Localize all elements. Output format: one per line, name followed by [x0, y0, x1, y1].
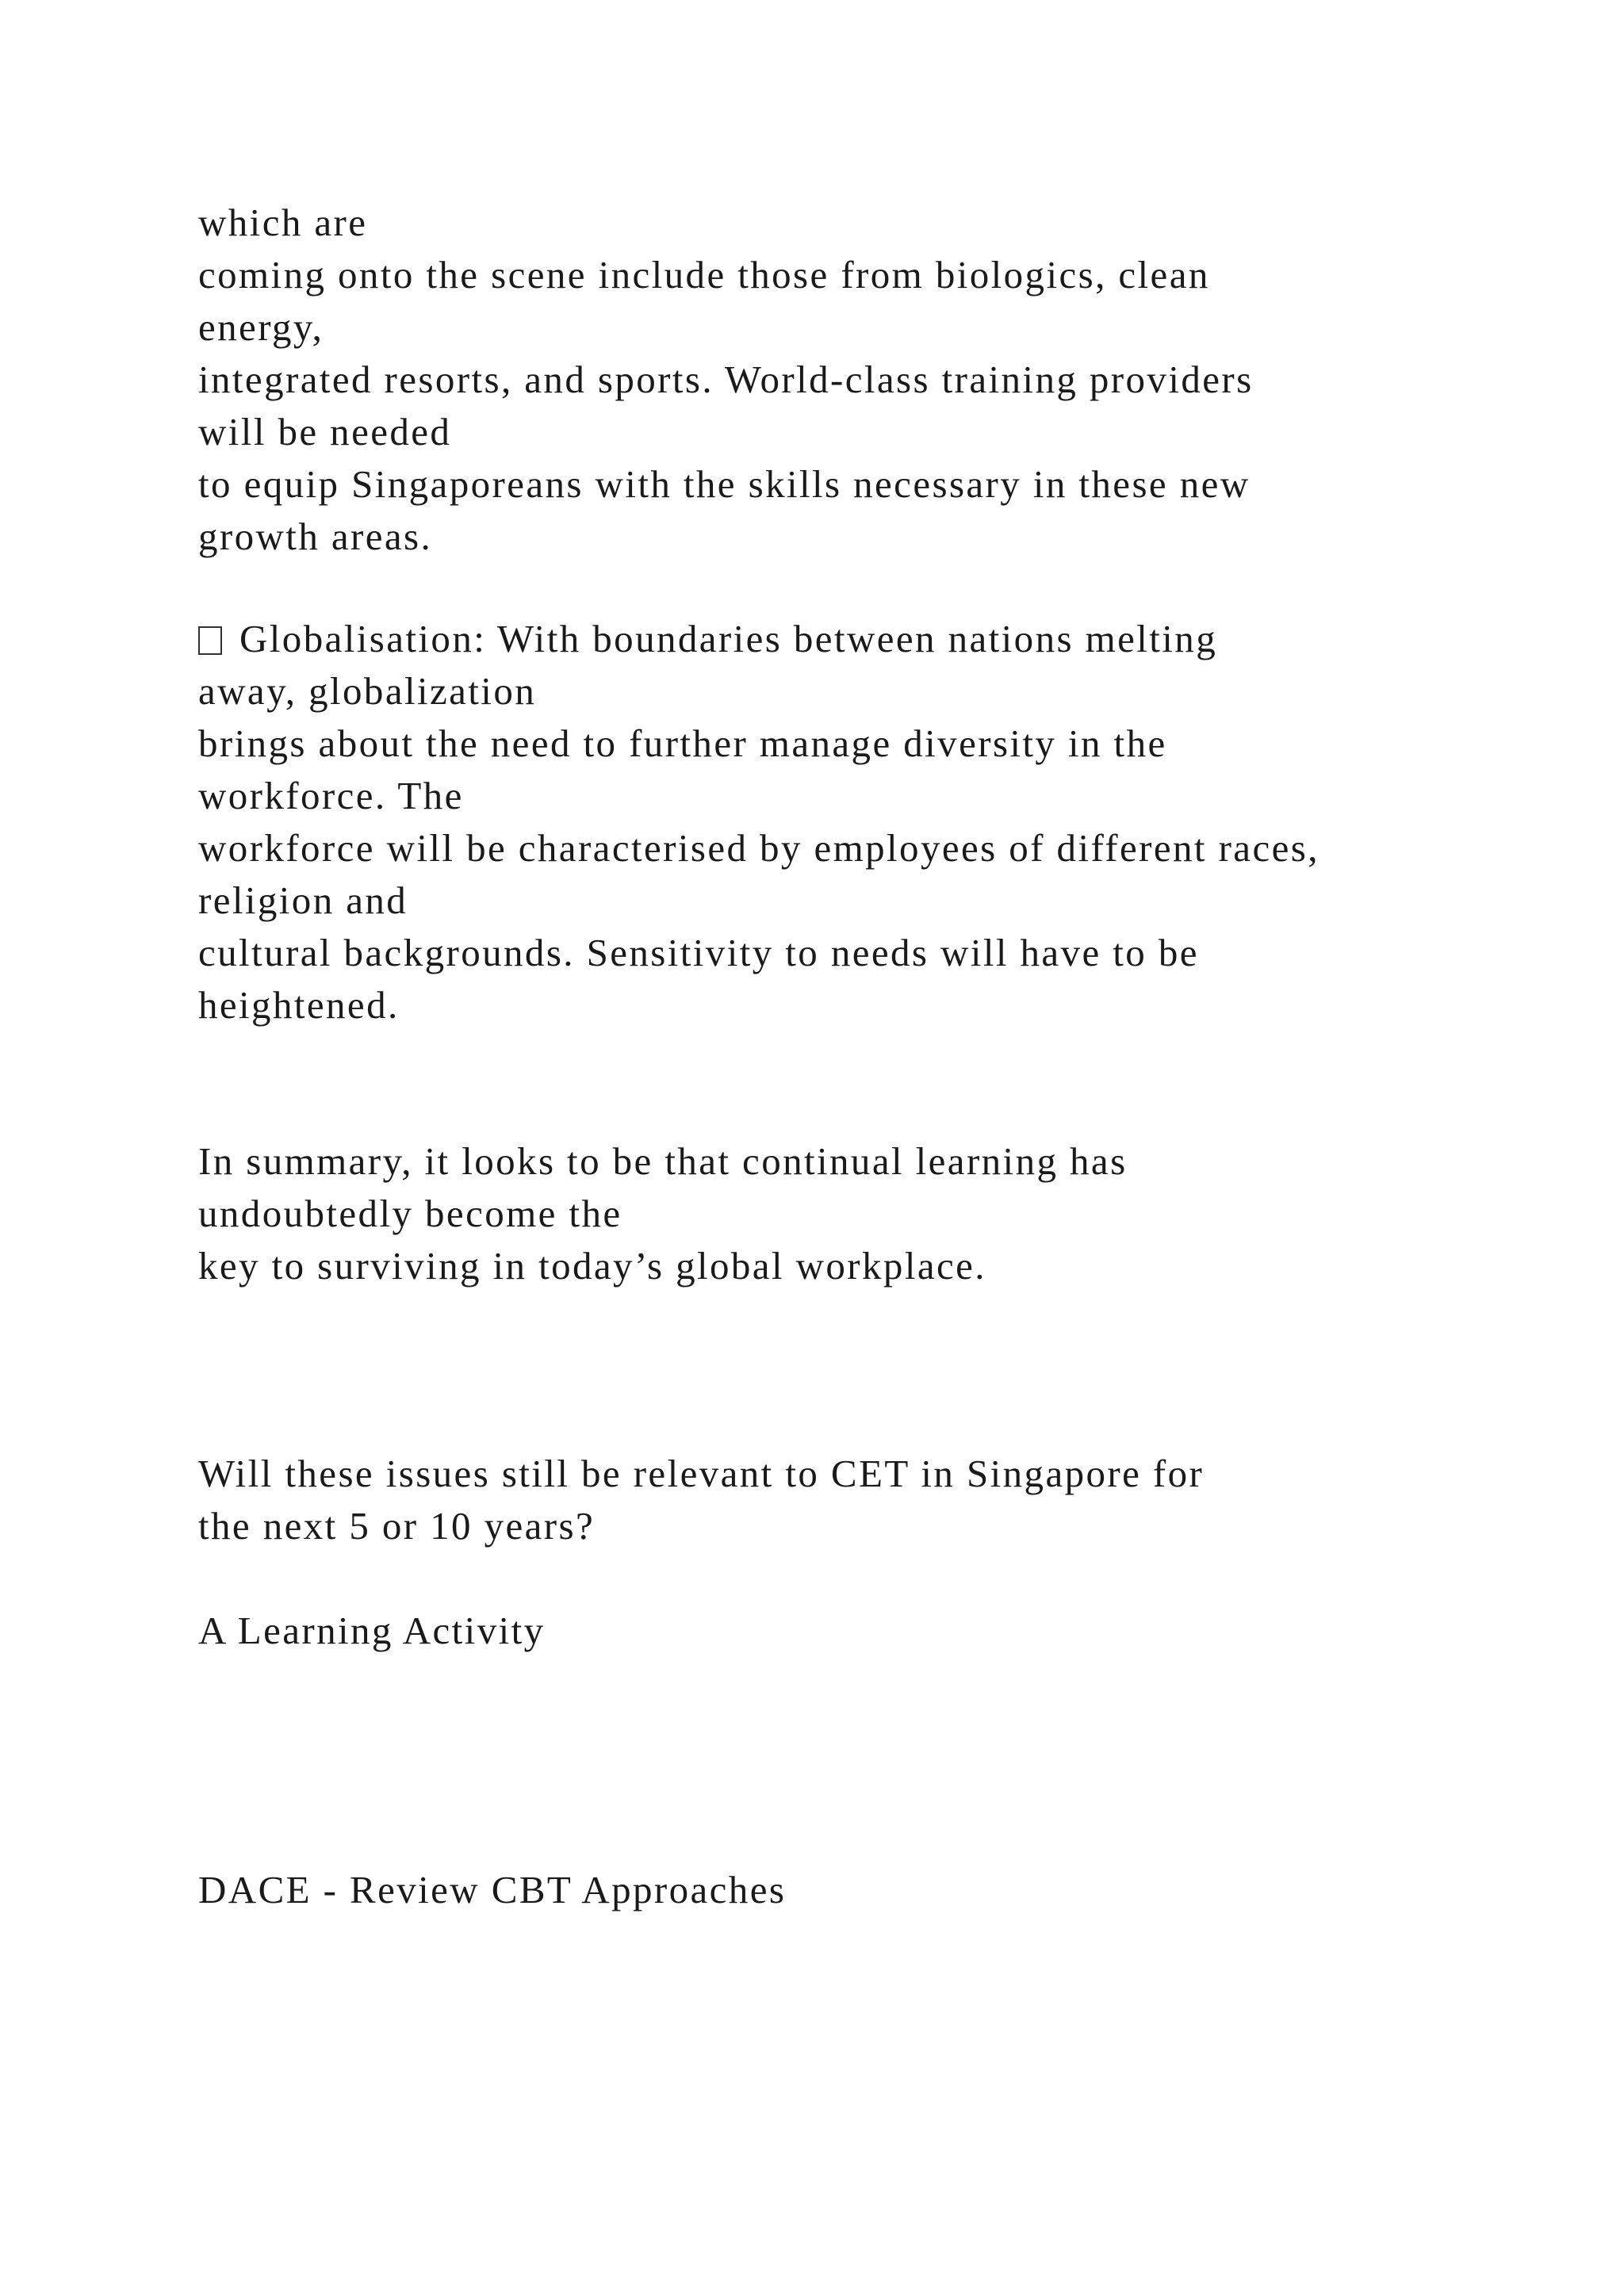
- text-line: undoubtedly become the: [198, 1192, 622, 1235]
- text-line: away, globalization: [198, 669, 537, 713]
- bullet-line: [198, 613, 1546, 665]
- text-line: workforce. The: [198, 774, 464, 817]
- text-line: to equip Singaporeans with the skills necessary in these new: [198, 462, 1251, 506]
- paragraph-summary: [198, 1135, 1546, 1292]
- text-line: cultural backgrounds. Sensitivity to needs will have to be: [198, 931, 1199, 974]
- bullet-text: Globalisation: With boundaries between nations melting: [239, 617, 1218, 660]
- text-line: brings about the need to further manage diversity in the: [198, 721, 1167, 765]
- heading-learning-activity: [198, 1605, 1546, 1657]
- paragraph-growth-areas: [198, 197, 1546, 563]
- heading-dace-review: [198, 1864, 1546, 1916]
- text-line: workforce will be characterised by employees of different races,: [198, 826, 1320, 870]
- text-line: In summary, it looks to be that continual learning has: [198, 1139, 1128, 1183]
- text-line: energy,: [198, 305, 324, 349]
- text-line: coming onto the scene include those from biologics, clean: [198, 253, 1210, 297]
- text-line: integrated resorts, and sports. World-class training providers: [198, 358, 1254, 401]
- text-line: DACE - Review CBT Approaches: [198, 1868, 787, 1911]
- paragraph-question: [198, 1448, 1546, 1552]
- text-line: Will these issues still be relevant to CET in Singapore for: [198, 1452, 1205, 1495]
- paragraph-globalisation: [198, 613, 1546, 1031]
- text-line: the next 5 or 10 years?: [198, 1504, 596, 1548]
- text-line: which are: [198, 201, 368, 244]
- text-line: heightened.: [198, 983, 400, 1027]
- missing-glyph-box-icon: [198, 626, 222, 655]
- text-line: will be needed: [198, 410, 452, 453]
- text-line: A Learning Activity: [198, 1609, 546, 1652]
- text-line: key to surviving in today’s global workplace.: [198, 1244, 986, 1288]
- text-line: growth areas.: [198, 515, 433, 558]
- text-line: religion and: [198, 878, 408, 922]
